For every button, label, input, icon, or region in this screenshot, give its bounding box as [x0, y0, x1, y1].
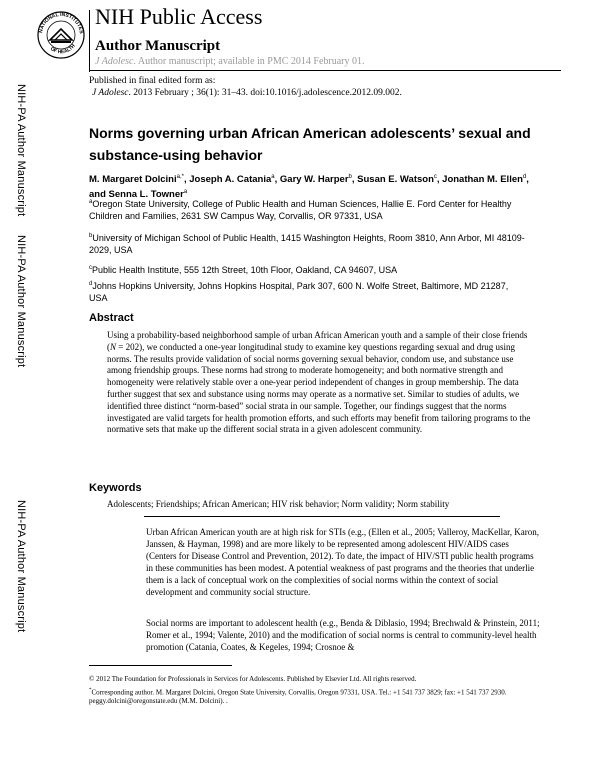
- author-separator: ,: [274, 174, 280, 186]
- affiliation-text: Oregon State University, College of Public Health and Human Sciences, Hallie E. Ford Center for Healthy Children and Families, 2631 SW Campus Way, Corvallis, OR 97331, USA: [89, 199, 512, 221]
- corresponding-author-footnote: *Corresponding author. M. Margaret Dolcini, Oregon State University, Corvallis, Oregon 97331, USA. Tel.: +1 541 737 3829; fax: +1 541 737 2930. peggy.dolcini@oregonstate.edu (M.M. Dolcini). .: [89, 688, 507, 706]
- affiliation-text: Johns Hopkins University, Johns Hopkins Hospital, Park 307, 600 N. Wolfe Street, Baltimore, MD 21287, USA: [89, 281, 509, 303]
- author-separator: ,: [183, 174, 190, 186]
- svg-text:NATIONAL INSTITUTES: NATIONAL INSTITUTES: [38, 11, 84, 35]
- author-manuscript-label: Author Manuscript: [95, 38, 221, 54]
- affiliation-text: Public Health Institute, 555 12th Street, 10th Floor, Oakland, CA 94607, USA: [92, 265, 398, 275]
- side-label-middle: NIH-PA Author Manuscript: [15, 235, 27, 368]
- nih-seal-logo: [36, 10, 86, 60]
- header-divider: [89, 10, 90, 72]
- copyright-footnote: © 2012 The Foundation for Professionals in Services for Adolescents. Published by Elsevier Ltd. All rights reserved.: [89, 675, 417, 683]
- keywords-heading: Keywords: [89, 482, 142, 494]
- svg-text:OF HEALTH: OF HEALTH: [48, 43, 77, 56]
- author-affiliation-mark: c: [433, 174, 437, 180]
- header-rule: [89, 70, 561, 71]
- author-name: Gary W. Harper: [279, 174, 349, 186]
- abstract-text: Using a probability-based neighborhood sample of urban African American youth and a sample of their close friends (N = 202), we conducted a one-year longitudinal study to examine key questions regarding sexual and drug using norms. The results provide validation of social norms governing sexual behavior, condom use, and substance use among friendship groups. These norms had strong to moderate homogeneity; and both normative strength and homogeneity were relatively stable over a one-year period independent of changes in group membership. The data further suggest that sex and substance using norms may operate as a normative set. Similar to studies of adults, we identified three distinct “norm-based” social strata in our sample. Together, our findings suggest that the norms investigated are valid targets for health promotion efforts, and such efforts may benefit from tailoring programs to the normative sets that make up the different social strata in a given adolescent community.: [107, 330, 531, 435]
- author-name: Jonathan M. Ellen: [442, 174, 523, 186]
- author-separator: ,: [351, 174, 358, 186]
- author-separator: , and: [89, 174, 529, 201]
- author-affiliation-mark: b: [348, 174, 352, 180]
- affiliation-a: $^a$Oregon State University, College of Public Health and Human Sciences, Hallie E. Ford Center for Healthy Children and Families, 2631 SW Campus Way, Corvallis, OR 97331, USA: [89, 199, 512, 221]
- affiliation-b: $^b$University of Michigan School of Public Health, 1415 Washington Heights, Room 3810, Ann Arbor, MI 48109-2029, USA: [89, 233, 525, 255]
- citation: [92, 88, 402, 98]
- side-label-top: NIH-PA Author Manuscript: [15, 84, 27, 217]
- published-in-label: Published in final edited form as:: [89, 76, 216, 86]
- citation-details: . 2013 February ; 36(1): 31–43. doi:10.1016/j.adolescence.2012.09.002.: [128, 88, 402, 98]
- keywords-rule: [144, 516, 500, 517]
- author-affiliation-mark: a,*: [176, 174, 184, 180]
- availability-note: [95, 56, 365, 67]
- citation-journal: J Adolesc: [92, 88, 129, 98]
- author-name: Senna L. Towner: [108, 189, 184, 201]
- affiliation-text: University of Michigan School of Public Health, 1415 Washington Heights, Room 3810, Ann Arbor, MI 48109-2029, USA: [89, 233, 525, 255]
- body-paragraph: Social norms are important to adolescent health (e.g., Benda & Diblasio, 1994; Brechwald & Prinstein, 2011; Romer et al., 1994; Valente, 2010) and the modification of social norms is central to community-level health promotion (Catania, Coates, & Kegeles, 1994; Crosnoe &: [146, 618, 540, 652]
- affiliation-d: $^d$Johns Hopkins University, Johns Hopkins Hospital, Park 307, 600 N. Wolfe Street, Baltimore, MD 21287, USA: [89, 281, 509, 303]
- availability-text: . Author manuscript; available in PMC 2014 February 01.: [133, 56, 365, 67]
- affiliation-c: $^c$Public Health Institute, 555 12th Street, 10th Floor, Oakland, CA 94607, USA: [89, 265, 398, 275]
- availability-journal: J Adolesc: [95, 56, 134, 67]
- footnote-rule: [89, 665, 232, 666]
- nih-public-access-title: NIH Public Access: [95, 4, 263, 29]
- author-affiliation-mark: a: [271, 174, 275, 180]
- author-name: Susan E. Watson: [357, 174, 434, 186]
- author-name: M. Margaret Dolcini: [89, 174, 177, 186]
- author-affiliation-mark: d: [522, 174, 527, 180]
- article-title: Norms governing urban African American adolescents’ sexual and substance-using behavior: [89, 125, 531, 163]
- abstract-heading: Abstract: [89, 312, 134, 324]
- body-paragraph: Urban African American youth are at high risk for STIs (e.g., (Ellen et al., 2005; Valleroy, MacKellar, Karon, Janssen, & Hayman, 1998) and are more likely to be represented among adolescent HIV/AIDS cases (Centers for Disease Control and Prevention, 2012). To date, the impact of HIV/STI public health programs in these communities has been modest. A potential weakness of past programs and the theories that underlie them is a lack of conceptual work on the complexities of social norms within the context of social development and community social structure.: [146, 527, 540, 597]
- side-label-bottom: NIH-PA Author Manuscript: [15, 500, 27, 633]
- keywords-text: Adolescents; Friendships; African American; HIV risk behavior; Norm validity; Norm stability: [107, 499, 450, 509]
- author-affiliation-mark: a: [183, 189, 188, 196]
- author-name: Joseph A. Catania: [189, 174, 272, 186]
- author-separator: ,: [436, 174, 443, 186]
